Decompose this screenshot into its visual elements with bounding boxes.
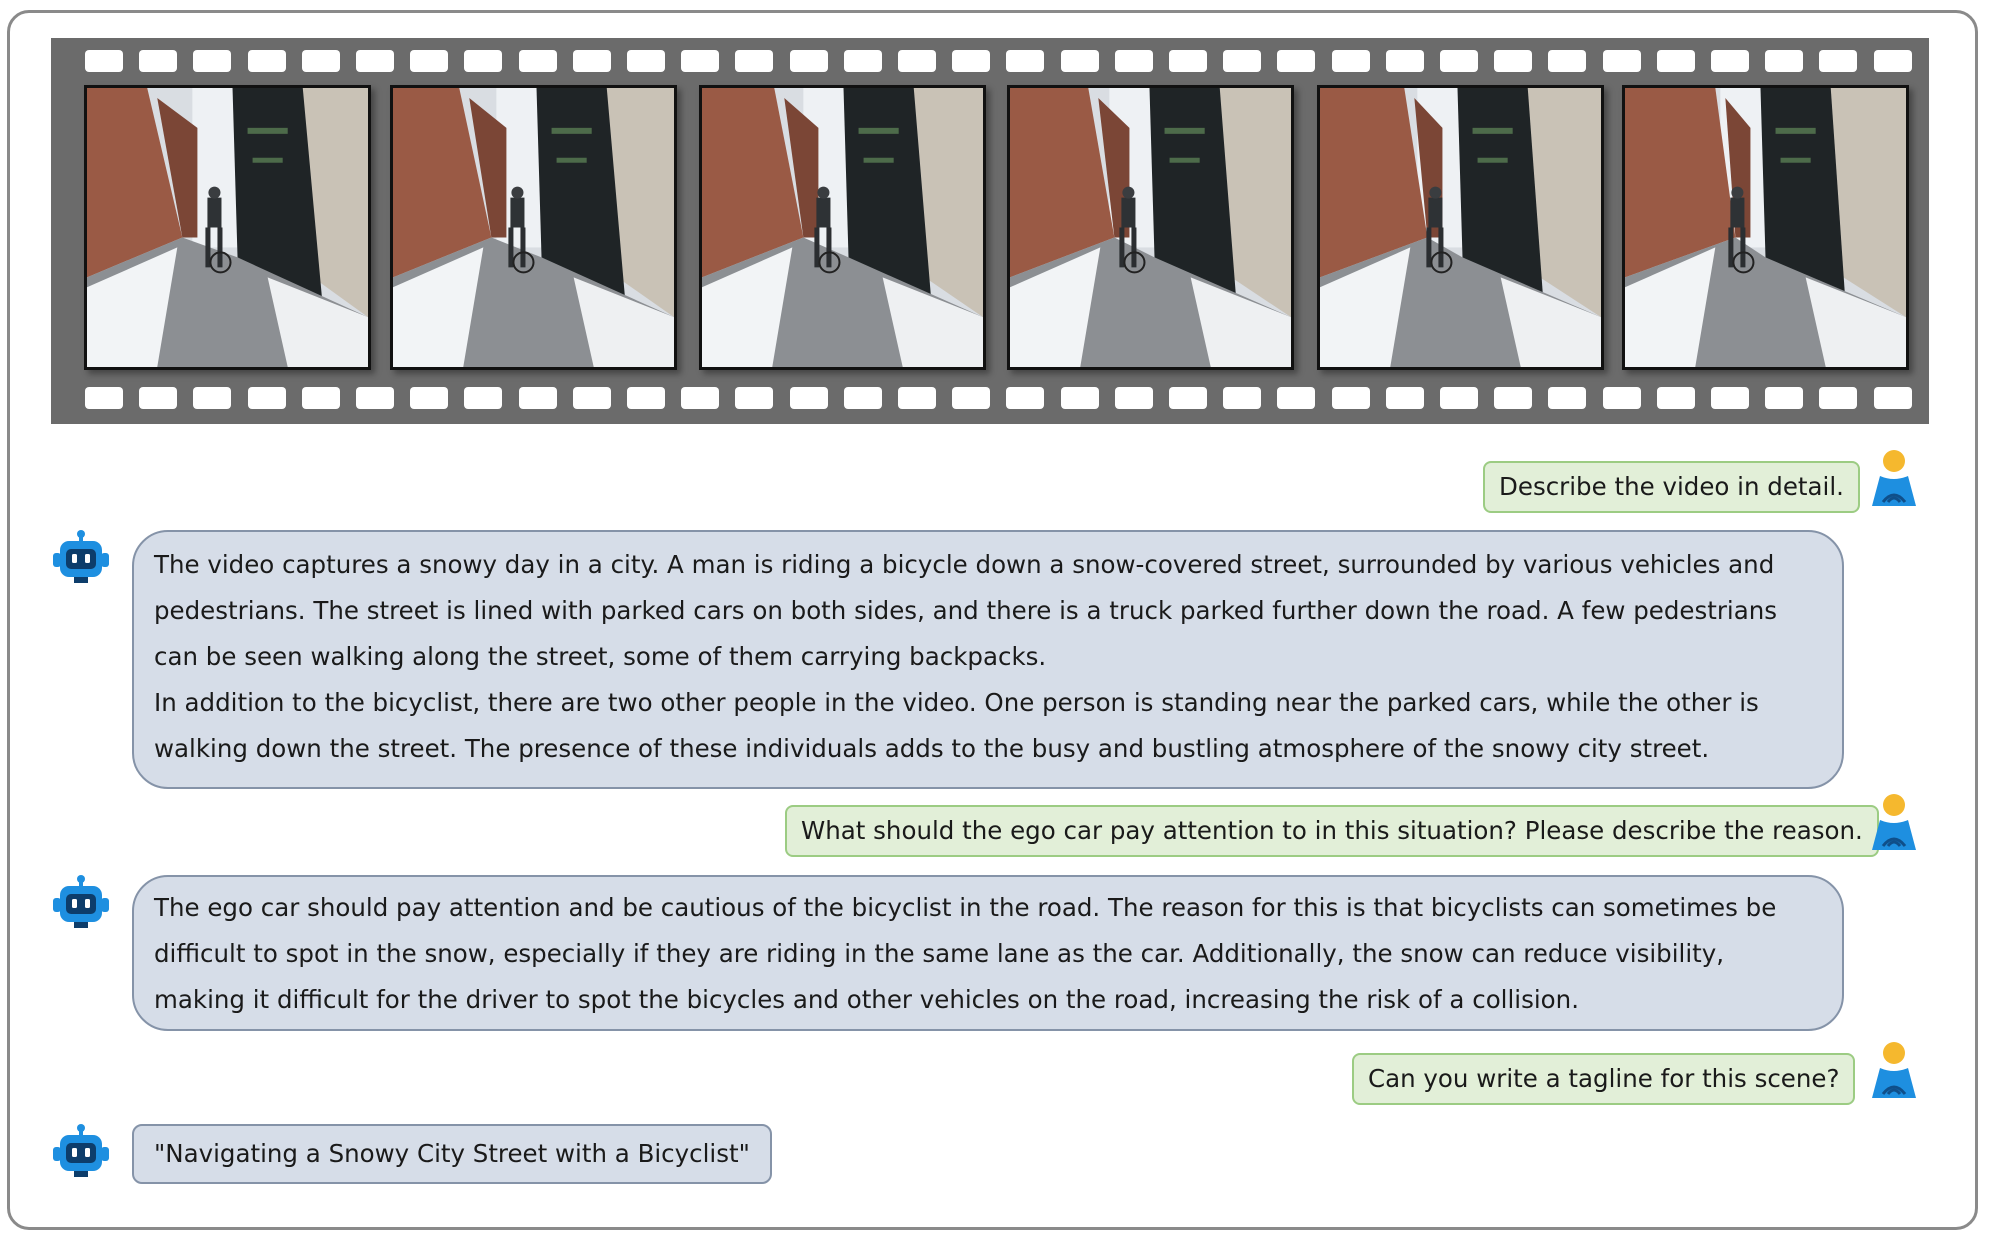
film-perforation: [248, 50, 286, 72]
film-perforation: [519, 387, 557, 409]
frame-6: [1622, 85, 1909, 370]
film-perforation: [519, 50, 557, 72]
film-perforation: [1548, 387, 1586, 409]
film-perforation: [1603, 387, 1641, 409]
film-perforation: [681, 50, 719, 72]
film-perforation: [735, 50, 773, 72]
user-message-3: Can you write a tagline for this scene?: [1352, 1053, 1855, 1105]
film-perforation: [1223, 387, 1261, 409]
bot-message-1: [132, 530, 1844, 789]
film-perforation: [1548, 50, 1586, 72]
frame-3: [699, 85, 986, 370]
film-perforation: [681, 387, 719, 409]
user-message-1: Describe the video in detail.: [1483, 461, 1860, 513]
film-perforation: [1332, 50, 1370, 72]
film-perforation: [1440, 50, 1478, 72]
user-avatar-icon: [1863, 448, 1925, 510]
film-perforation: [627, 387, 665, 409]
film-perforation: [1115, 50, 1153, 72]
film-perforation: [1440, 387, 1478, 409]
film-perforation: [1169, 387, 1207, 409]
film-perforation: [1657, 387, 1695, 409]
film-perforation: [952, 387, 990, 409]
film-perforation: [1874, 387, 1912, 409]
film-perforation: [1169, 50, 1207, 72]
bot-message-2: The ego car should pay attention and be cautious of the bicyclist in the road. The reason for this is that bicyclists can sometimes be difficult to spot in the snow, especially if they are riding in the same lane as the car. Additionally, the snow can reduce visibility, making it difficult for the driver to spot the bicycles and other vehicles on the road, increasing the risk of a collision.: [132, 875, 1844, 1031]
film-perforation: [1386, 387, 1424, 409]
frame-2: [390, 85, 677, 370]
film-perforation: [573, 387, 611, 409]
bot-message-3: "Navigating a Snowy City Street with a Bicyclist": [132, 1124, 772, 1184]
bot-message-1-paragraph-1: The video captures a snowy day in a city. A man is riding a bicycle down a snow-covered street, surrounded by various vehicles and pedestrians. The street is lined with parked cars on both sides, and there is a truck parked further down the road. A few pedestrians can be seen walking along the street, some of them carrying backpacks.: [154, 550, 1778, 671]
robot-avatar-icon: [50, 529, 112, 591]
film-perforation: [1657, 50, 1695, 72]
film-perforation: [844, 387, 882, 409]
film-perforation: [1494, 50, 1532, 72]
film-perforation: [1277, 387, 1315, 409]
filmstrip-perforations-top: [85, 50, 1911, 72]
film-perforation: [952, 50, 990, 72]
film-perforation: [248, 387, 286, 409]
filmstrip-perforations-bottom: [85, 387, 1911, 409]
film-perforation: [356, 387, 394, 409]
film-perforation: [1819, 387, 1857, 409]
film-perforation: [1874, 50, 1912, 72]
film-perforation: [1332, 387, 1370, 409]
film-perforation: [302, 387, 340, 409]
film-perforation: [1765, 50, 1803, 72]
film-perforation: [1115, 387, 1153, 409]
film-perforation: [410, 387, 448, 409]
user-avatar-icon: [1863, 1040, 1925, 1102]
film-perforation: [139, 387, 177, 409]
film-perforation: [1711, 50, 1749, 72]
film-perforation: [1765, 387, 1803, 409]
film-perforation: [1061, 387, 1099, 409]
film-perforation: [464, 50, 502, 72]
film-perforation: [844, 50, 882, 72]
film-perforation: [573, 50, 611, 72]
film-perforation: [1006, 50, 1044, 72]
film-perforation: [898, 387, 936, 409]
bot-message-1-paragraph-2: In addition to the bicyclist, there are two other people in the video. One person is standing near the parked cars, while the other is walking down the street. The presence of these individuals adds to the busy and bustling atmosphere of the snowy city street.: [154, 688, 1759, 763]
film-perforation: [85, 50, 123, 72]
frame-4: [1007, 85, 1294, 370]
film-perforation: [139, 50, 177, 72]
video-filmstrip: [51, 38, 1929, 424]
frame-5: [1317, 85, 1604, 370]
frame-1: [84, 85, 371, 370]
film-perforation: [735, 387, 773, 409]
film-perforation: [193, 50, 231, 72]
robot-avatar-icon: [50, 1123, 112, 1185]
film-perforation: [1223, 50, 1261, 72]
robot-avatar-icon: [50, 874, 112, 936]
film-perforation: [898, 50, 936, 72]
film-perforation: [410, 50, 448, 72]
film-perforation: [85, 387, 123, 409]
film-perforation: [627, 50, 665, 72]
film-perforation: [302, 50, 340, 72]
film-perforation: [356, 50, 394, 72]
film-perforation: [790, 387, 828, 409]
film-perforation: [464, 387, 502, 409]
user-avatar-icon: [1863, 792, 1925, 854]
film-perforation: [1061, 50, 1099, 72]
user-message-2: What should the ego car pay attention to in this situation? Please describe the reason.: [785, 805, 1879, 857]
film-perforation: [1277, 50, 1315, 72]
film-perforation: [790, 50, 828, 72]
film-perforation: [1494, 387, 1532, 409]
film-perforation: [1603, 50, 1641, 72]
film-perforation: [1711, 387, 1749, 409]
film-perforation: [193, 387, 231, 409]
film-perforation: [1386, 50, 1424, 72]
film-perforation: [1006, 387, 1044, 409]
film-perforation: [1819, 50, 1857, 72]
